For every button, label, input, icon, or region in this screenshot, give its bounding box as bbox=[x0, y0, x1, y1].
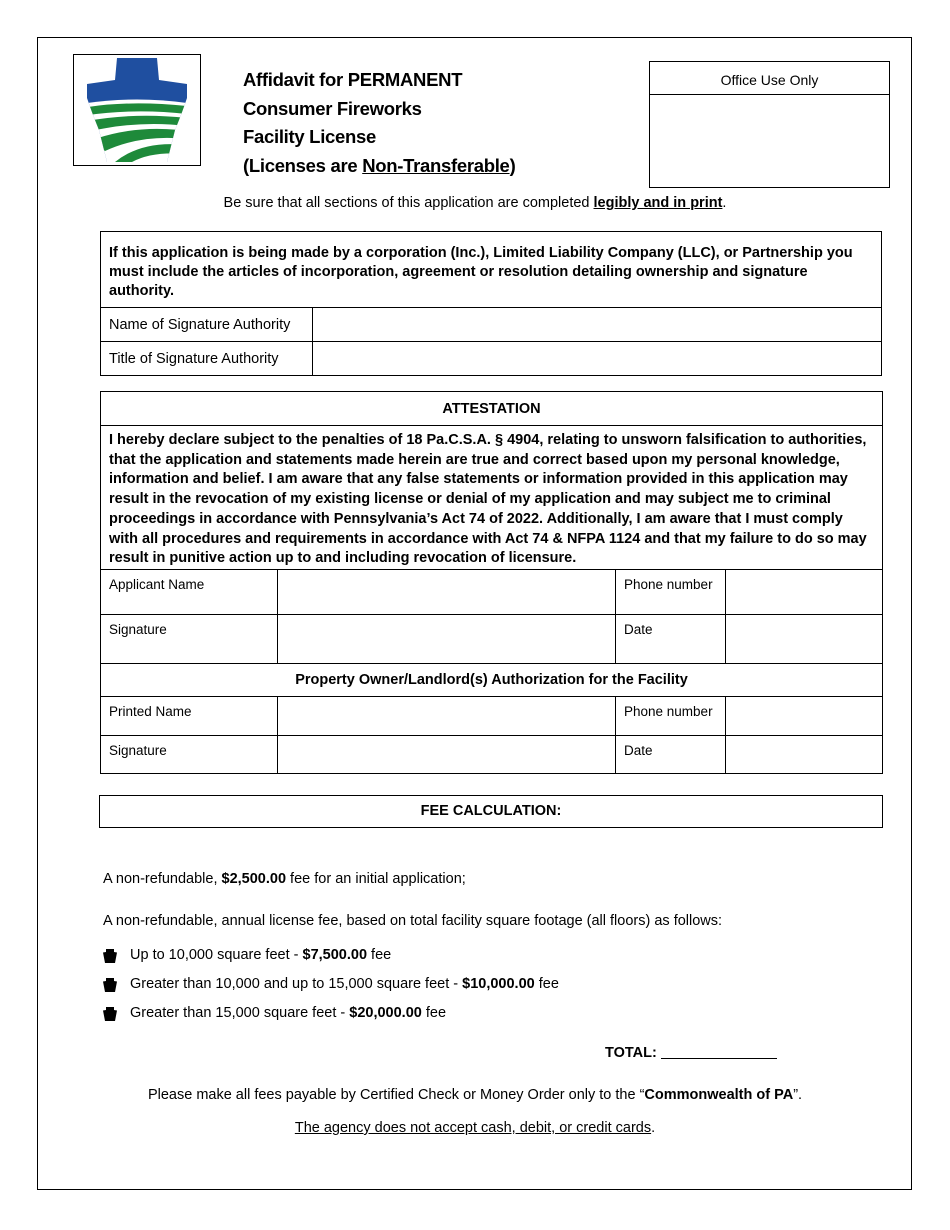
instructions: Be sure that all sections of this application are completed legibly and in print. bbox=[223, 195, 727, 211]
signature-authority-title-label: Title of Signature Authority bbox=[101, 342, 313, 376]
applicant-phone-field[interactable] bbox=[726, 570, 883, 615]
office-use-box bbox=[649, 61, 890, 188]
owner-phone-label: Phone number bbox=[616, 697, 726, 736]
initial-fee-amount: $2,500.00 bbox=[221, 871, 287, 887]
applicant-name-label: Applicant Name bbox=[101, 570, 278, 615]
title-line-3: Facility License bbox=[243, 126, 376, 148]
pa-keystone-logo bbox=[73, 54, 201, 166]
no-cash-notice: The agency does not accept cash, debit, or credit cards. bbox=[294, 1120, 656, 1136]
corporation-notice: If this application is being made by a corporation (Inc.), Limited Liability Company (LLC), or Partnership you must include the articles of incorporation, agreement or resolution detailing ownership and signature authority. bbox=[101, 232, 882, 308]
signature-authority-table bbox=[100, 231, 882, 376]
owner-date-label: Date bbox=[616, 736, 726, 774]
keystone-bullet-icon bbox=[103, 949, 117, 963]
payee-name: Commonwealth of PA bbox=[644, 1087, 794, 1103]
applicant-signature-field[interactable] bbox=[278, 615, 616, 664]
owner-phone-field[interactable] bbox=[726, 697, 883, 736]
keystone-logo-icon bbox=[87, 58, 187, 162]
applicant-name-field[interactable] bbox=[278, 570, 616, 615]
initial-fee-text: A non-refundable, $2,500.00 fee for an initial application; bbox=[103, 871, 466, 887]
applicant-signature-label: Signature bbox=[101, 615, 278, 664]
title-line-1: Affidavit for PERMANENT bbox=[243, 69, 463, 90]
office-use-label: Office Use Only bbox=[650, 62, 889, 95]
owner-printed-name-label: Printed Name bbox=[101, 697, 278, 736]
signature-authority-name-label: Name of Signature Authority bbox=[101, 308, 313, 342]
owner-signature-field[interactable] bbox=[278, 736, 616, 774]
fee-tier-3: Greater than 15,000 square feet - $20,000.00 fee bbox=[103, 1005, 446, 1021]
annual-fee-intro: A non-refundable, annual license fee, based on total facility square footage (all floors) as follows: bbox=[103, 913, 723, 929]
fee-tier-2: Greater than 10,000 and up to 15,000 square feet - $10,000.00 fee bbox=[103, 976, 559, 992]
title-line-4: (Licenses are Non-Transferable) bbox=[243, 155, 516, 177]
attestation-table bbox=[100, 391, 883, 774]
fee-tier-1: Up to 10,000 square feet - $7,500.00 fee bbox=[103, 947, 391, 963]
owner-signature-label: Signature bbox=[101, 736, 278, 774]
form-title bbox=[243, 66, 515, 181]
owner-date-field[interactable] bbox=[726, 736, 883, 774]
total-field: TOTAL: bbox=[605, 1045, 777, 1061]
owner-authorization-heading: Property Owner/Landlord(s) Authorization for the Facility bbox=[101, 664, 883, 697]
keystone-bullet-icon bbox=[103, 978, 117, 992]
applicant-phone-label: Phone number bbox=[616, 570, 726, 615]
signature-authority-title-field[interactable] bbox=[313, 342, 882, 376]
payment-instructions: Please make all fees payable by Certified Check or Money Order only to the “Commonwealth of PA”. bbox=[147, 1087, 803, 1103]
keystone-bullet-icon bbox=[103, 1007, 117, 1021]
non-transferable-text: Non-Transferable bbox=[362, 155, 510, 177]
attestation-heading: ATTESTATION bbox=[101, 392, 883, 426]
signature-authority-name-field[interactable] bbox=[313, 308, 882, 342]
fee-calculation-heading: FEE CALCULATION: bbox=[99, 795, 883, 828]
applicant-date-field[interactable] bbox=[726, 615, 883, 664]
attestation-statement: I hereby declare subject to the penalties of 18 Pa.C.S.A. § 4904, relating to unsworn falsification to authorities, that the application and statements made herein are true and correct based upon my personal knowledge, information and belief. I am aware that any false statements or information provided in this application may result in the revocation of my existing license or denial of my application and may subject me to criminal proceedings in accordance with Pennsylvania’s Act 74 of 2022. Additionally, I am aware that I must comply with all procedures and requirements in accordance with Act 74 & NFPA 1124 and that my failure to do so may result in punitive action up to and including revocation of licensure. bbox=[101, 426, 883, 570]
title-line-2: Consumer Fireworks bbox=[243, 97, 422, 119]
owner-printed-name-field[interactable] bbox=[278, 697, 616, 736]
applicant-date-label: Date bbox=[616, 615, 726, 664]
total-input-line[interactable] bbox=[661, 1058, 777, 1059]
instructions-emphasis: legibly and in print bbox=[593, 195, 723, 211]
